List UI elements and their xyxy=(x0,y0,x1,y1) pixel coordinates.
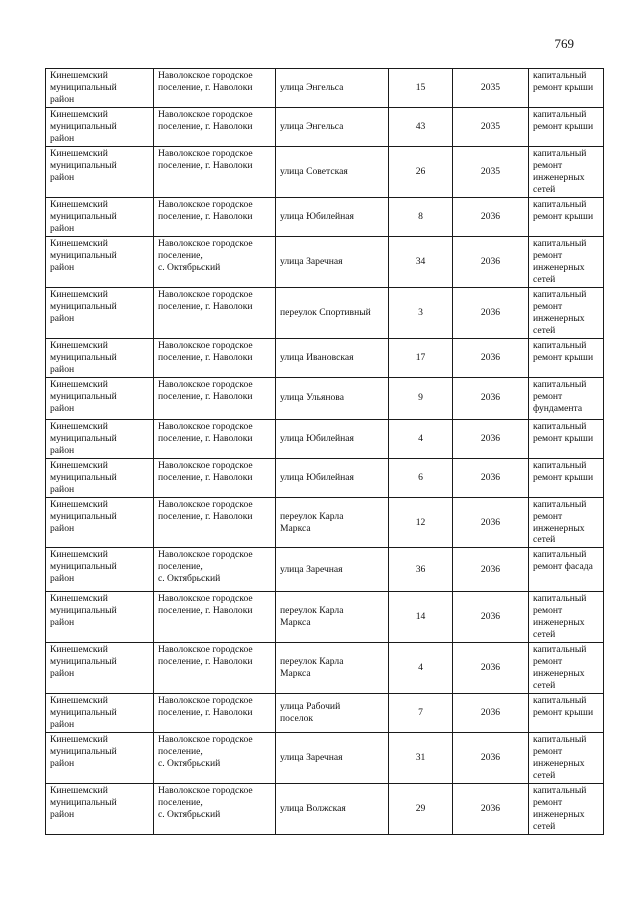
year-cell: 2036 xyxy=(453,733,529,784)
settlement-cell: Наволокское городское поселение, г. Наволоки xyxy=(154,146,276,197)
work-type-cell: капитальный ремонт фундамента xyxy=(529,377,604,419)
street-cell: улица Заречная xyxy=(276,733,389,784)
work-type-cell: капитальный ремонт инженерных сетей xyxy=(529,643,604,694)
district-cell: Кинешемский муниципальный район xyxy=(46,733,154,784)
street-cell: улица Ульянова xyxy=(276,377,389,419)
table-row xyxy=(46,643,604,694)
district-cell: Кинешемский муниципальный район xyxy=(46,107,154,146)
settlement-cell: Наволокское городское поселение, г. Наволоки xyxy=(154,197,276,236)
house-number-cell: 7 xyxy=(389,694,453,733)
district-cell: Кинешемский муниципальный район xyxy=(46,377,154,419)
work-type-cell: капитальный ремонт крыши xyxy=(529,107,604,146)
year-cell: 2035 xyxy=(453,107,529,146)
district-cell: Кинешемский муниципальный район xyxy=(46,69,154,108)
table-row xyxy=(46,694,604,733)
work-type-cell: капитальный ремонт фасада xyxy=(529,548,604,592)
page-number: 769 xyxy=(554,36,574,51)
table-row xyxy=(46,784,604,835)
settlement-cell: Наволокское городское поселение, г. Наволоки xyxy=(154,287,276,338)
house-number-cell: 8 xyxy=(389,197,453,236)
table-body xyxy=(46,69,604,835)
work-type-cell: капитальный ремонт инженерных сетей xyxy=(529,236,604,287)
house-number-cell: 12 xyxy=(389,497,453,548)
district-cell: Кинешемский муниципальный район xyxy=(46,694,154,733)
district-cell: Кинешемский муниципальный район xyxy=(46,419,154,458)
work-type-cell: капитальный ремонт крыши xyxy=(529,694,604,733)
table-row xyxy=(46,592,604,643)
repair-schedule-table xyxy=(45,68,604,835)
district-cell: Кинешемский муниципальный район xyxy=(46,287,154,338)
street-cell: улица Ивановская xyxy=(276,338,389,377)
house-number-cell: 31 xyxy=(389,733,453,784)
year-cell: 2036 xyxy=(453,197,529,236)
district-cell: Кинешемский муниципальный район xyxy=(46,548,154,592)
house-number-cell: 29 xyxy=(389,784,453,835)
settlement-cell: Наволокское городское поселение, г. Наволоки xyxy=(154,592,276,643)
district-cell: Кинешемский муниципальный район xyxy=(46,146,154,197)
year-cell: 2036 xyxy=(453,236,529,287)
settlement-cell: Наволокское городское поселение, г. Наволоки xyxy=(154,419,276,458)
street-cell: улица Заречная xyxy=(276,236,389,287)
district-cell: Кинешемский муниципальный район xyxy=(46,592,154,643)
year-cell: 2036 xyxy=(453,784,529,835)
district-cell: Кинешемский муниципальный район xyxy=(46,458,154,497)
work-type-cell: капитальный ремонт крыши xyxy=(529,419,604,458)
year-cell: 2036 xyxy=(453,592,529,643)
house-number-cell: 6 xyxy=(389,458,453,497)
district-cell: Кинешемский муниципальный район xyxy=(46,338,154,377)
house-number-cell: 26 xyxy=(389,146,453,197)
table-row xyxy=(46,733,604,784)
table-row xyxy=(46,338,604,377)
table-row xyxy=(46,548,604,592)
table-row xyxy=(46,287,604,338)
house-number-cell: 15 xyxy=(389,69,453,108)
settlement-cell: Наволокское городское поселение, г. Наволоки xyxy=(154,643,276,694)
settlement-cell: Наволокское городское поселение, с. Октябрьский xyxy=(154,236,276,287)
work-type-cell: капитальный ремонт инженерных сетей xyxy=(529,287,604,338)
table-row xyxy=(46,236,604,287)
settlement-cell: Наволокское городское поселение, г. Наволоки xyxy=(154,694,276,733)
year-cell: 2035 xyxy=(453,69,529,108)
house-number-cell: 34 xyxy=(389,236,453,287)
table-row xyxy=(46,69,604,108)
settlement-cell: Наволокское городское поселение, г. Наволоки xyxy=(154,69,276,108)
house-number-cell: 9 xyxy=(389,377,453,419)
district-cell: Кинешемский муниципальный район xyxy=(46,784,154,835)
house-number-cell: 3 xyxy=(389,287,453,338)
table-row xyxy=(46,458,604,497)
house-number-cell: 4 xyxy=(389,643,453,694)
house-number-cell: 36 xyxy=(389,548,453,592)
district-cell: Кинешемский муниципальный район xyxy=(46,197,154,236)
street-cell: улица Заречная xyxy=(276,548,389,592)
house-number-cell: 17 xyxy=(389,338,453,377)
house-number-cell: 4 xyxy=(389,419,453,458)
settlement-cell: Наволокское городское поселение, с. Октябрьский xyxy=(154,733,276,784)
work-type-cell: капитальный ремонт крыши xyxy=(529,338,604,377)
street-cell: улица Юбилейная xyxy=(276,419,389,458)
work-type-cell: капитальный ремонт инженерных сетей xyxy=(529,497,604,548)
work-type-cell: капитальный ремонт крыши xyxy=(529,197,604,236)
table-row xyxy=(46,146,604,197)
street-cell: улица Волжская xyxy=(276,784,389,835)
table-row xyxy=(46,377,604,419)
work-type-cell: капитальный ремонт инженерных сетей xyxy=(529,146,604,197)
street-cell: переулок Спортивный xyxy=(276,287,389,338)
settlement-cell: Наволокское городское поселение, г. Наволоки xyxy=(154,338,276,377)
work-type-cell: капитальный ремонт крыши xyxy=(529,458,604,497)
table-row xyxy=(46,107,604,146)
street-cell: улица Советская xyxy=(276,146,389,197)
settlement-cell: Наволокское городское поселение, г. Наволоки xyxy=(154,497,276,548)
settlement-cell: Наволокское городское поселение, с. Октябрьский xyxy=(154,784,276,835)
district-cell: Кинешемский муниципальный район xyxy=(46,643,154,694)
work-type-cell: капитальный ремонт крыши xyxy=(529,69,604,108)
work-type-cell: капитальный ремонт инженерных сетей xyxy=(529,733,604,784)
house-number-cell: 43 xyxy=(389,107,453,146)
year-cell: 2036 xyxy=(453,338,529,377)
street-cell: улица Юбилейная xyxy=(276,197,389,236)
year-cell: 2036 xyxy=(453,548,529,592)
year-cell: 2036 xyxy=(453,643,529,694)
district-cell: Кинешемский муниципальный район xyxy=(46,236,154,287)
settlement-cell: Наволокское городское поселение, г. Наволоки xyxy=(154,377,276,419)
year-cell: 2036 xyxy=(453,377,529,419)
street-cell: переулок Карла Маркса xyxy=(276,592,389,643)
street-cell: улица Юбилейная xyxy=(276,458,389,497)
district-cell: Кинешемский муниципальный район xyxy=(46,497,154,548)
work-type-cell: капитальный ремонт инженерных сетей xyxy=(529,784,604,835)
street-cell: улица Энгельса xyxy=(276,69,389,108)
table-row xyxy=(46,497,604,548)
year-cell: 2036 xyxy=(453,287,529,338)
year-cell: 2036 xyxy=(453,458,529,497)
street-cell: улица Энгельса xyxy=(276,107,389,146)
settlement-cell: Наволокское городское поселение, г. Наволоки xyxy=(154,107,276,146)
street-cell: улица Рабочий поселок xyxy=(276,694,389,733)
settlement-cell: Наволокское городское поселение, с. Октябрьский xyxy=(154,548,276,592)
year-cell: 2036 xyxy=(453,694,529,733)
street-cell: переулок Карла Маркса xyxy=(276,643,389,694)
table-row xyxy=(46,419,604,458)
street-cell: переулок Карла Маркса xyxy=(276,497,389,548)
year-cell: 2036 xyxy=(453,419,529,458)
work-type-cell: капитальный ремонт инженерных сетей xyxy=(529,592,604,643)
year-cell: 2035 xyxy=(453,146,529,197)
year-cell: 2036 xyxy=(453,497,529,548)
settlement-cell: Наволокское городское поселение, г. Наволоки xyxy=(154,458,276,497)
house-number-cell: 14 xyxy=(389,592,453,643)
table-row xyxy=(46,197,604,236)
